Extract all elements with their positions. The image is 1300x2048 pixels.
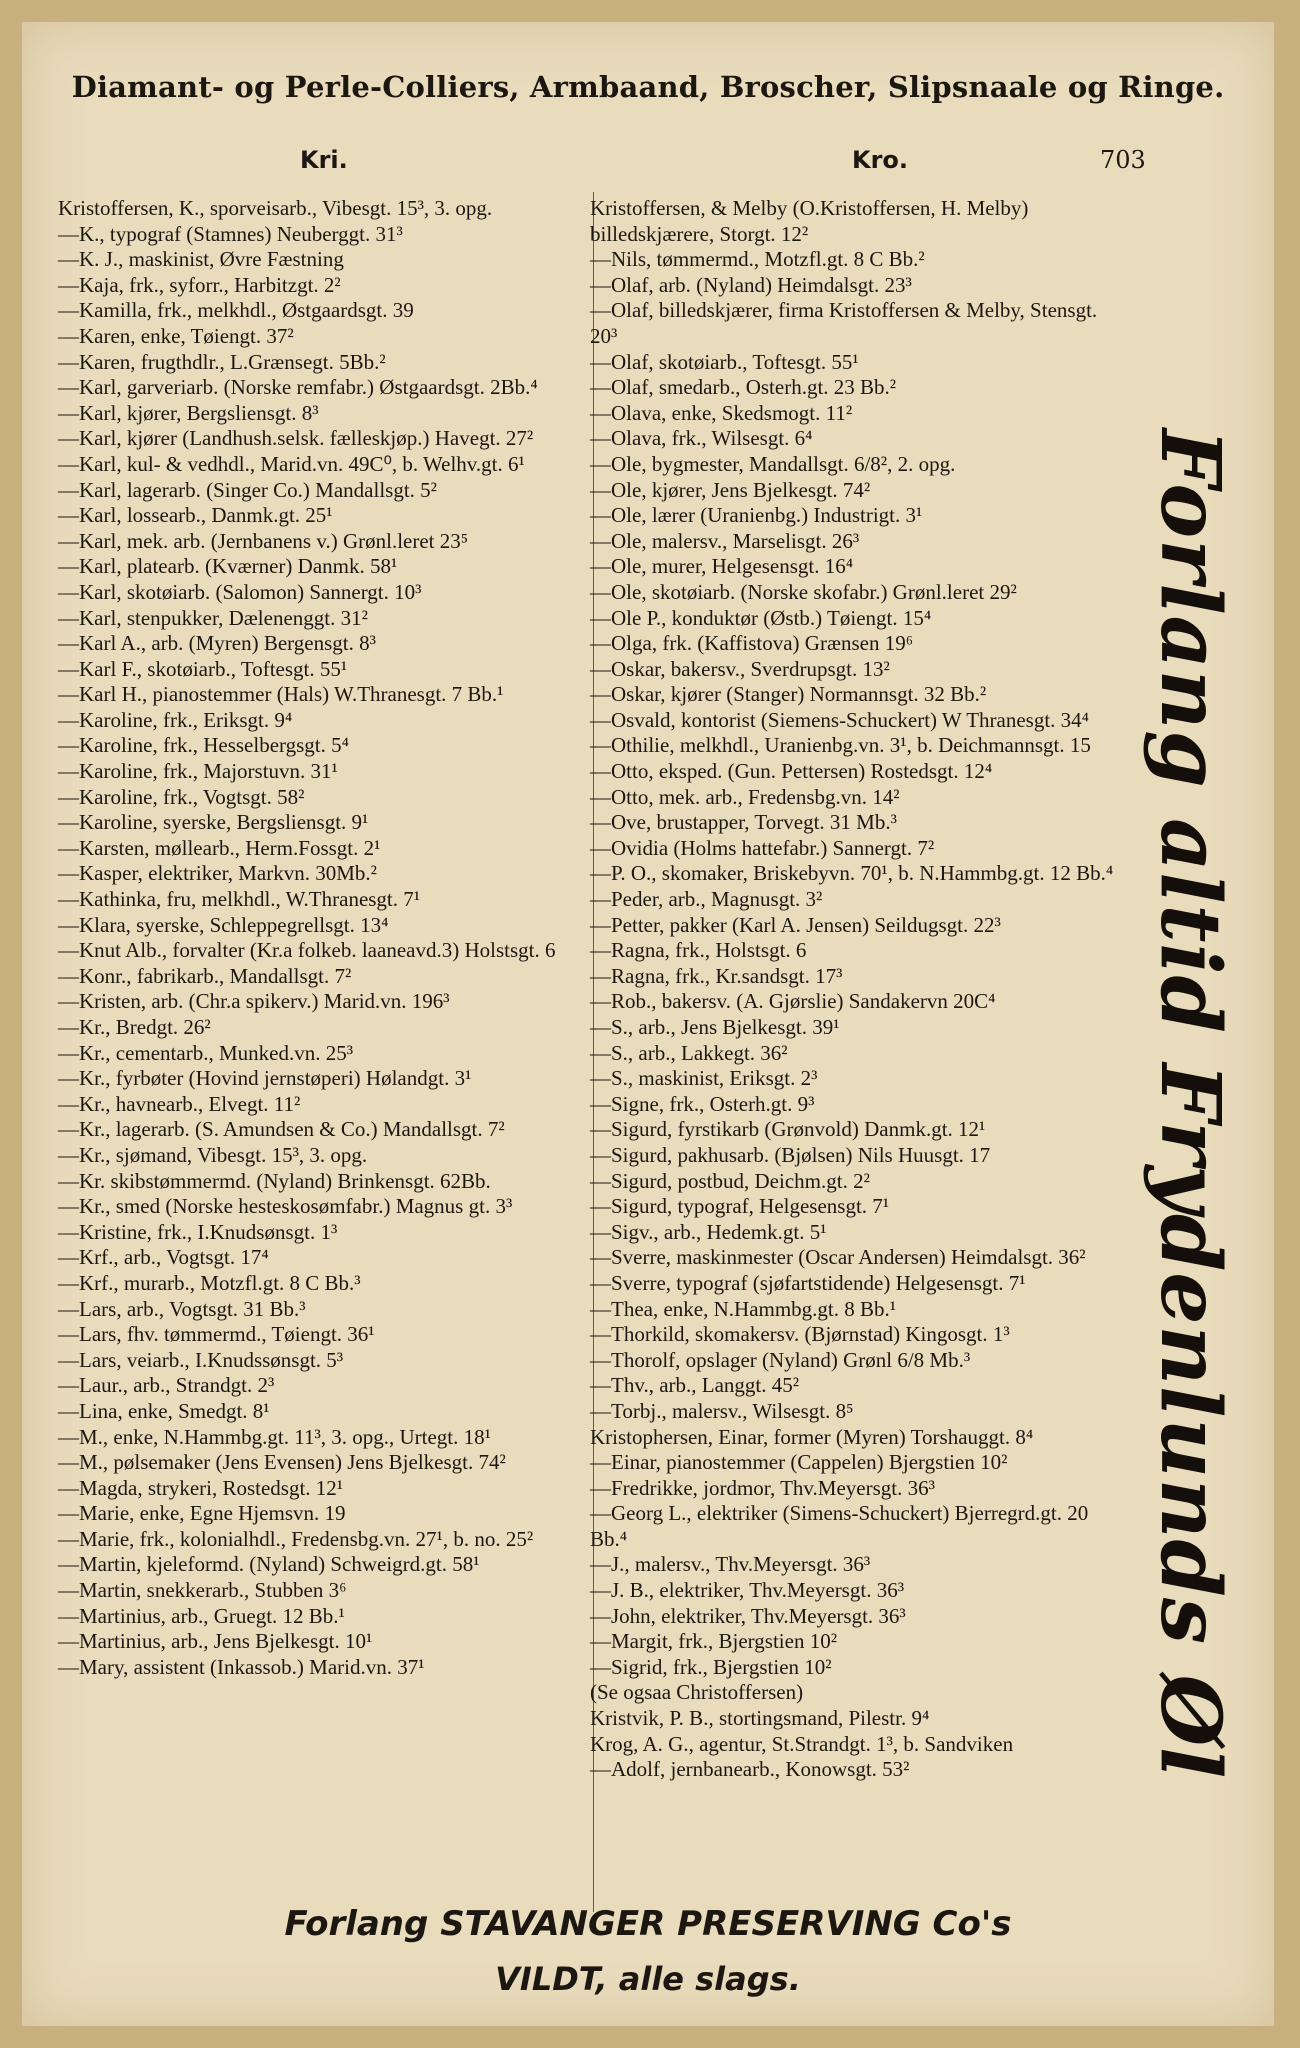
directory-entry: —Kathinka, fru, melkhdl., W.Thranesgt. 7¹ <box>58 887 421 912</box>
directory-entry: —Marie, enke, Egne Hjemsvn. 19 <box>58 1501 346 1526</box>
directory-entry: —Karl, platearb. (Kværner) Danmk. 58¹ <box>58 554 398 579</box>
directory-entry: —J. B., elektriker, Thv.Meyersgt. 36³ <box>590 1578 904 1603</box>
side-advertisement <box>1130 428 1250 1780</box>
directory-entry: —Mary, assistent (Inkassob.) Marid.vn. 37¹ <box>58 1654 425 1679</box>
directory-entry: —Lars, arb., Vogtsgt. 31 Bb.³ <box>58 1296 306 1321</box>
directory-entry: —Marie, frk., kolonialhdl., Fredensbg.vn. 27¹, b. no. 25² <box>58 1526 534 1551</box>
directory-entry: —Thorkild, skomakersv. (Bjørnstad) Kingosgt. 1³ <box>590 1322 1010 1347</box>
directory-entry: —Lars, veiarb., I.Knudssønsgt. 5³ <box>58 1347 344 1372</box>
directory-entry: —Kristine, frk., I.Knudsønsgt. 1³ <box>58 1219 338 1244</box>
directory-entry: —John, elektriker, Thv.Meyersgt. 36³ <box>590 1603 906 1628</box>
directory-entry: —Sigv., arb., Hedemk.gt. 5¹ <box>590 1219 827 1244</box>
directory-entry: —Kr., havnearb., Elvegt. 11² <box>58 1091 301 1116</box>
directory-entry: —Karsten, møllearb., Herm.Fossgt. 2¹ <box>58 835 381 860</box>
directory-entry: —Kristen, arb. (Chr.a spikerv.) Marid.vn. 196³ <box>58 989 450 1014</box>
directory-entry: —Thea, enke, N.Hammbg.gt. 8 Bb.¹ <box>590 1296 897 1321</box>
directory-entry: —Kasper, elektriker, Markvn. 30Mb.² <box>58 861 377 886</box>
directory-entry: Kristoffersen, & Melby (O.Kristoffersen, H. Melby) billedskjærere, Storgt. 12² <box>590 196 1029 246</box>
directory-entry: —K. J., maskinist, Øvre Fæstning <box>58 247 344 272</box>
footer-advertisement-line2: VILDT, alle slags. <box>495 1960 801 1998</box>
directory-entry: —Ole, bygmester, Mandallsgt. 6/8², 2. opg. <box>590 451 956 476</box>
directory-entry: —Karl F., skotøiarb., Toftesgt. 55¹ <box>58 656 348 681</box>
directory-entry: —Sverre, maskinmester (Oscar Andersen) Heimdalsgt. 36² <box>590 1245 1086 1270</box>
directory-entry: —J., malersv., Thv.Meyersgt. 36³ <box>590 1552 871 1577</box>
directory-entry: —Martinius, arb., Gruegt. 12 Bb.¹ <box>58 1603 345 1628</box>
directory-entry: —Klara, syerske, Schleppegrellsgt. 13⁴ <box>58 912 389 937</box>
directory-entry: —Kaja, frk., syforr., Harbitzgt. 2² <box>58 272 341 297</box>
directory-entry: —Olava, frk., Wilsesgt. 6⁴ <box>590 426 813 451</box>
directory-entry: —Einar, pianostemmer (Cappelen) Bjergstien 10² <box>590 1450 1008 1475</box>
directory-entry: —Kr., sjømand, Vibesgt. 15³, 3. opg. <box>58 1142 368 1167</box>
directory-entry: —Karen, enke, Tøiengt. 37² <box>58 323 294 348</box>
directory-entry: —Signe, frk., Osterh.gt. 9³ <box>590 1091 815 1116</box>
directory-entry: —Laur., arb., Strandgt. 2³ <box>58 1373 275 1398</box>
directory-entry: —Olaf, skotøiarb., Toftesgt. 55¹ <box>590 349 859 374</box>
directory-entry: —S., maskinist, Eriksgt. 2³ <box>590 1066 818 1091</box>
directory-entry: —Ole, skotøiarb. (Norske skofabr.) Grønl.leret 29² <box>590 579 1017 604</box>
directory-entry: —P. O., skomaker, Briskebyvn. 70¹, b. N.Hammbg.gt. 12 Bb.⁴ <box>590 861 1114 886</box>
directory-entry: —Kamilla, frk., melkhdl., Østgaardsgt. 39 <box>58 298 414 323</box>
directory-entry: —Karoline, frk., Eriksgt. 9⁴ <box>58 707 293 732</box>
directory-entry: —Kr., smed (Norske hesteskosømfabr.) Magnus gt. 3³ <box>58 1194 513 1219</box>
header-advertisement: Diamant- og Perle-Colliers, Armbaand, Broscher, Slipsnaale og Ringe. <box>71 70 1225 104</box>
directory-entry: —Karl A., arb. (Myren) Bergensgt. 8³ <box>58 631 376 656</box>
directory-entry: —Peder, arb., Magnusgt. 3² <box>590 887 823 912</box>
directory-entry: —Kr., lagerarb. (S. Amundsen & Co.) Mandallsgt. 7² <box>58 1117 505 1142</box>
directory-entry: —Martinius, arb., Jens Bjelkesgt. 10¹ <box>58 1629 373 1654</box>
directory-entry: —Margit, frk., Bjergstien 10² <box>590 1629 837 1654</box>
directory-entry: —Nils, tømmermd., Motzfl.gt. 8 C Bb.² <box>590 247 925 272</box>
directory-entry: —Karen, frugthdlr., L.Grænsegt. 5Bb.² <box>58 349 386 374</box>
left-column-listing <box>58 196 596 1680</box>
directory-page <box>22 22 1274 2026</box>
directory-entry: —Karoline, frk., Hesselbergsgt. 5⁴ <box>58 733 349 758</box>
directory-entry: —Ole, kjører, Jens Bjelkesgt. 74² <box>590 477 871 502</box>
directory-entry: —Oskar, bakersv., Sverdrupsgt. 13² <box>590 656 890 681</box>
directory-entry: —Karl, kul- & vedhdl., Marid.vn. 49C⁰, b. Welhv.gt. 6¹ <box>58 451 525 476</box>
directory-entry: —Ole, malersv., Marselisgt. 26³ <box>590 528 860 553</box>
directory-entry: —Karl, stenpukker, Dælenenggt. 31² <box>58 605 368 630</box>
directory-entry: —Olaf, arb. (Nyland) Heimdalsgt. 23³ <box>590 272 912 297</box>
directory-entry: —Karoline, frk., Majorstuvn. 31¹ <box>58 759 338 784</box>
directory-entry: —Lars, fhv. tømmermd., Tøiengt. 36¹ <box>58 1322 375 1347</box>
directory-entry: —Oskar, kjører (Stanger) Normannsgt. 32 Bb.² <box>590 682 987 707</box>
directory-entry: —Knut Alb., forvalter (Kr.a folkeb. laaneavd.3) Holstsgt. 6 <box>58 938 556 963</box>
directory-entry: —Georg L., elektriker (Simens-Schuckert) Bjerregrd.gt. 20 Bb.⁴ <box>590 1501 1089 1551</box>
directory-entry: —Kr., cementarb., Munked.vn. 25³ <box>58 1040 353 1065</box>
directory-entry: —K., typograf (Stamnes) Neuberggt. 31³ <box>58 221 403 246</box>
directory-entry: —Ole, lærer (Uranienbg.) Industrigt. 3¹ <box>590 503 923 528</box>
directory-entry: —Karl, kjører, Bergsliensgt. 8³ <box>58 400 319 425</box>
directory-entry: —M., enke, N.Hammbg.gt. 11³, 3. opg., Urtegt. 18¹ <box>58 1424 491 1449</box>
directory-entry: —Thorolf, opslager (Nyland) Grønl 6/8 Mb.³ <box>590 1347 971 1372</box>
directory-entry: —Krf., arb., Vogtsgt. 17⁴ <box>58 1245 269 1270</box>
directory-entry: —Kr., Bredgt. 26² <box>58 1015 211 1039</box>
directory-entry: —Krf., murarb., Motzfl.gt. 8 C Bb.³ <box>58 1270 361 1295</box>
directory-entry: —Sverre, typograf (sjøfartstidende) Helgesensgt. 7¹ <box>590 1270 1026 1295</box>
directory-entry: —Martin, snekkerarb., Stubben 3⁶ <box>58 1578 347 1603</box>
directory-entry: —Olaf, billedskjærer, firma Kristoffersen & Melby, Stensgt. 20³ <box>590 298 1098 348</box>
page-number: 703 <box>1100 146 1146 174</box>
directory-entry: —Ove, brustapper, Torvegt. 31 Mb.³ <box>590 810 897 835</box>
directory-entry: —Kr. skibstømmermd. (Nyland) Brinkensgt. 62Bb. <box>58 1168 491 1193</box>
directory-entry: —Petter, pakker (Karl A. Jensen) Seildugsgt. 22³ <box>590 912 1001 937</box>
directory-entry: —Ovidia (Holms hattefabr.) Sannergt. 7² <box>590 835 935 860</box>
directory-entry: —Karl, mek. arb. (Jernbanens v.) Grønl.leret 23⁵ <box>58 528 469 553</box>
directory-entry: —Sigurd, typograf, Helgesensgt. 7¹ <box>590 1194 890 1219</box>
directory-entry: —Sigurd, pakhusarb. (Bjølsen) Nils Huusgt. 17 <box>590 1142 991 1167</box>
running-head-right: Kro. <box>852 146 909 174</box>
directory-entry: —Otto, mek. arb., Fredensbg.vn. 14² <box>590 784 900 809</box>
directory-entry: —Karl, garveriarb. (Norske remfabr.) Østgaardsgt. 2Bb.⁴ <box>58 375 538 400</box>
directory-entry: —S., arb., Lakkegt. 36² <box>590 1040 788 1065</box>
directory-entry: —Magda, strykeri, Rostedsgt. 12¹ <box>58 1475 344 1500</box>
directory-entry: —Osvald, kontorist (Siemens-Schuckert) W Thranesgt. 34⁴ <box>590 707 1089 732</box>
directory-entry: Kristophersen, Einar, former (Myren) Torshauggt. 8⁴ <box>590 1424 1034 1449</box>
directory-entry: —Karoline, syerske, Bergsliensgt. 9¹ <box>58 810 369 835</box>
directory-entry: —M., pølsemaker (Jens Evensen) Jens Bjelkesgt. 74² <box>58 1450 506 1475</box>
directory-entry: —Karl, lossearb., Danmk.gt. 25¹ <box>58 503 333 528</box>
directory-entry: Kristoffersen, K., sporveisarb., Vibesgt. 15³, 3. opg. <box>58 196 493 220</box>
directory-entry: —Sigurd, fyrstikarb (Grønvold) Danmk.gt. 12¹ <box>590 1117 986 1142</box>
directory-entry: —Ole, murer, Helgesensgt. 16⁴ <box>590 554 854 579</box>
directory-entry: —Adolf, jernbanearb., Konowsgt. 53² <box>590 1757 910 1782</box>
directory-entry: —Olga, frk. (Kaffistova) Grænsen 19⁶ <box>590 631 914 656</box>
directory-entry: —Karl, lagerarb. (Singer Co.) Mandallsgt. 5² <box>58 477 437 502</box>
directory-entry: (Se ogsaa Christoffersen) <box>590 1680 804 1705</box>
directory-entry: —Rob., bakersv. (A. Gjørslie) Sandakervn 20C⁴ <box>590 989 996 1014</box>
side-advertisement-text: Forlang altid Frydenlunds Øl <box>1142 428 1238 1780</box>
directory-entry: —Konr., fabrikarb., Mandallsgt. 7² <box>58 963 352 988</box>
directory-entry: —Fredrikke, jordmor, Thv.Meyersgt. 36³ <box>590 1475 935 1500</box>
directory-entry: —Martin, kjeleformd. (Nyland) Schweigrd.gt. 58¹ <box>58 1552 480 1577</box>
directory-entry: —Olava, enke, Skedsmogt. 11² <box>590 400 853 425</box>
directory-entry: —Olaf, smedarb., Osterh.gt. 23 Bb.² <box>590 375 897 400</box>
footer-advertisement-line1: Forlang STAVANGER PRESERVING Co's <box>284 1904 1012 1944</box>
directory-entry: —Karoline, frk., Vogtsgt. 58² <box>58 784 305 809</box>
right-column-listing <box>590 196 1128 1783</box>
directory-entry: —Ragna, frk., Holstsgt. 6 <box>590 938 807 963</box>
directory-entry: —Lina, enke, Smedgt. 8¹ <box>58 1398 270 1423</box>
directory-entry: —Karl H., pianostemmer (Hals) W.Thranesgt. 7 Bb.¹ <box>58 682 504 707</box>
directory-entry: —Sigurd, postbud, Deichm.gt. 2² <box>590 1168 870 1193</box>
directory-entry: —Otto, eksped. (Gun. Pettersen) Rostedsgt. 12⁴ <box>590 759 993 784</box>
directory-entry: Krog, A. G., agentur, St.Strandgt. 1³, b. Sandviken <box>590 1731 1014 1756</box>
running-head-left: Kri. <box>300 146 348 174</box>
directory-entry: —Thv., arb., Langgt. 45² <box>590 1373 800 1398</box>
directory-entry: —Kr., fyrbøter (Hovind jernstøperi) Hølandgt. 3¹ <box>58 1066 472 1091</box>
directory-entry: Kristvik, P. B., stortingsmand, Pilestr. 9⁴ <box>590 1706 930 1731</box>
directory-entry: —Ragna, frk., Kr.sandsgt. 17³ <box>590 963 843 988</box>
directory-entry: —Torbj., malersv., Wilsesgt. 8⁵ <box>590 1398 854 1423</box>
directory-entry: —Karl, skotøiarb. (Salomon) Sannergt. 10³ <box>58 579 422 604</box>
directory-entry: —Sigrid, frk., Bjergstien 10² <box>590 1654 832 1679</box>
directory-entry: —Othilie, melkhdl., Uranienbg.vn. 3¹, b. Deichmannsgt. 15 <box>590 733 1091 758</box>
directory-entry: —Ole P., konduktør (Østb.) Tøiengt. 15⁴ <box>590 605 932 630</box>
directory-entry: —S., arb., Jens Bjelkesgt. 39¹ <box>590 1015 840 1039</box>
directory-entry: —Karl, kjører (Landhush.selsk. fælleskjøp.) Havegt. 27² <box>58 426 534 451</box>
